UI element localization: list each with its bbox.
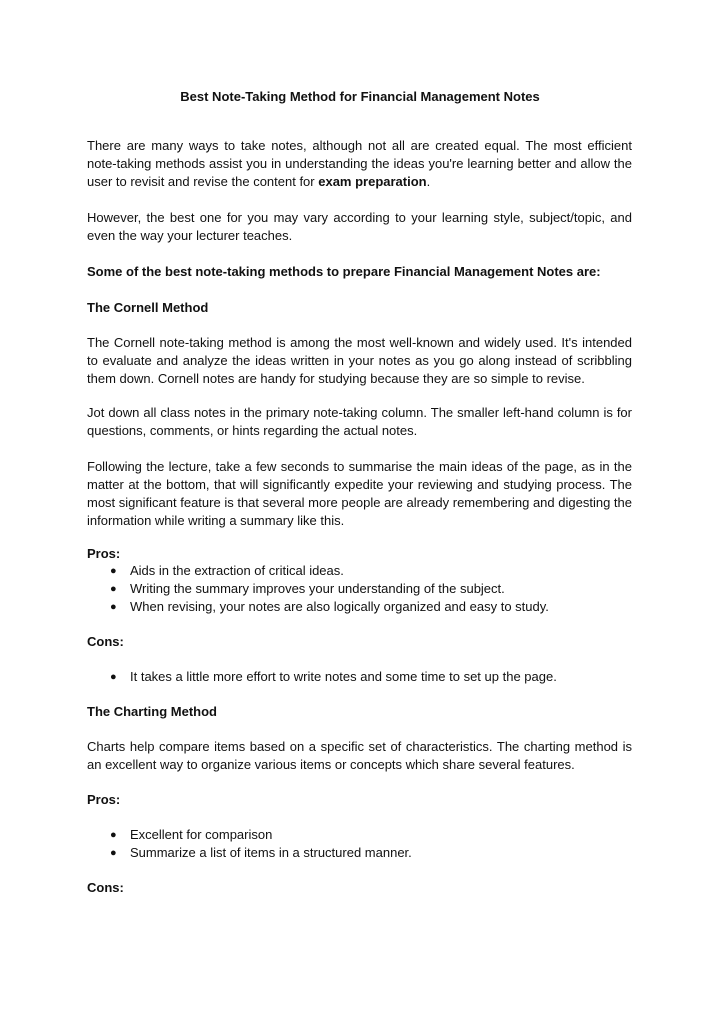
bullet-icon: ● — [110, 671, 117, 683]
cornell-cons-label: Cons: — [87, 634, 124, 649]
list-item — [87, 826, 632, 844]
list-item — [87, 562, 632, 580]
charting-paragraph-1: Charts help compare items based on a specific set of characteristics. The charting method is an excellent way to organize various items or concepts which share several features. — [87, 739, 632, 772]
charting-pros-list — [87, 826, 632, 862]
charting-pros-label: Pros: — [87, 792, 121, 807]
cornell-pros-list — [87, 562, 632, 616]
bullet-icon: ● — [110, 565, 117, 577]
list-item — [87, 580, 632, 598]
however-paragraph: However, the best one for you may vary according to your learning style, subject/topic, and even the way your lecturer teaches. — [87, 210, 632, 243]
cornell-cons-list — [87, 668, 632, 686]
cornell-pros-label: Pros: — [87, 546, 121, 561]
intro-paragraph — [87, 137, 632, 191]
bullet-icon: ● — [110, 847, 117, 859]
page-title: Best Note-Taking Method for Financial Management Notes — [180, 89, 540, 104]
list-item-text: Summarize a list of items in a structured manner. — [130, 845, 412, 860]
list-item-text: When revising, your notes are also logically organized and easy to study. — [130, 599, 549, 614]
list-item — [87, 844, 632, 862]
cornell-heading: The Cornell Method — [87, 300, 209, 315]
methods-heading: Some of the best note-taking methods to prepare Financial Management Notes are: — [87, 264, 601, 279]
cornell-paragraph-1: The Cornell note-taking method is among the most well-known and widely used. It's intended to evaluate and analyze the ideas written in your notes as you go along instead of scribbling them down. Cornell notes are handy for studying because they are so simple to revise. — [87, 335, 632, 386]
bullet-icon: ● — [110, 601, 117, 613]
list-item — [87, 598, 632, 616]
bullet-icon: ● — [110, 829, 117, 841]
list-item-text: Excellent for comparison — [130, 827, 273, 842]
charting-cons-label: Cons: — [87, 880, 124, 895]
exam-preparation-emphasis: exam preparation — [318, 174, 427, 189]
charting-heading: The Charting Method — [87, 704, 217, 719]
intro-end: . — [426, 174, 431, 189]
list-item — [87, 668, 632, 686]
cornell-paragraph-2: Jot down all class notes in the primary note-taking column. The smaller left-hand column is for questions, comments, or hints regarding the actual notes. — [87, 405, 632, 438]
list-item-text: It takes a little more effort to write notes and some time to set up the page. — [130, 669, 557, 684]
list-item-text: Writing the summary improves your understanding of the subject. — [130, 581, 505, 596]
list-item-text: Aids in the extraction of critical ideas. — [130, 563, 344, 578]
cornell-paragraph-3: Following the lecture, take a few seconds to summarise the main ideas of the page, as in the matter at the bottom, that will significantly expedite your reviewing and studying process. The most significant feature is that several more people are already remembering and digesting the information while writing a summary like this. — [87, 459, 632, 528]
intro-text: There are many ways to take notes, although not all are created equal. The most efficient note-taking methods assist you in understanding the ideas you're learning better and allow the user to revisit and revise the content for — [87, 138, 632, 189]
bullet-icon: ● — [110, 583, 117, 595]
